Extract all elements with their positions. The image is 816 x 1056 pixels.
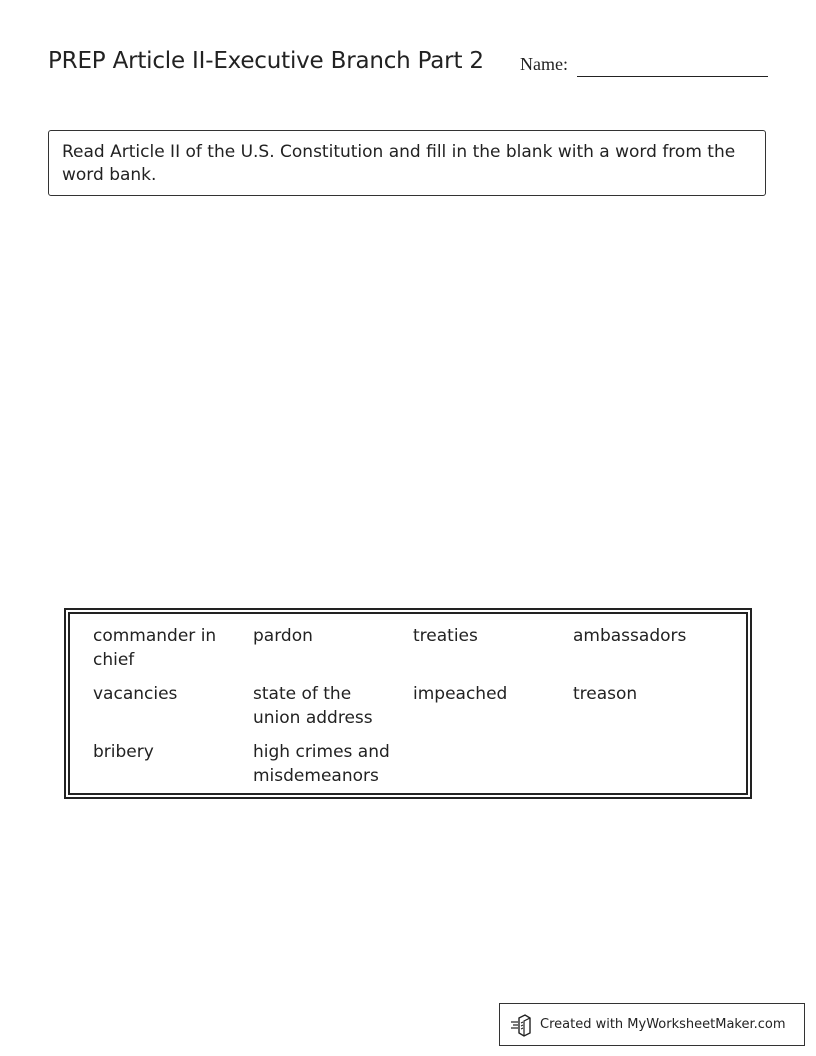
- instructions-text: Read Article II of the U.S. Constitution and fill in the blank with a word from the word bank.: [62, 142, 736, 185]
- footer-text: Created with MyWorksheetMaker.com: [540, 1017, 786, 1032]
- word-bank-word: pardon: [253, 626, 313, 646]
- instructions-box: [48, 130, 766, 196]
- page-title: PREP Article II-Executive Branch Part 2: [48, 48, 484, 74]
- worksheet-maker-logo-icon: [510, 1013, 534, 1037]
- word-bank-word: treaties: [413, 626, 478, 646]
- word-bank-row: [70, 682, 746, 732]
- word-bank-row: [70, 624, 746, 674]
- word-bank-word: high crimes and misdemeanors: [253, 742, 390, 786]
- word-bank-inner-border: [68, 612, 748, 795]
- word-bank: [64, 608, 752, 799]
- word-bank-word: state of the union address: [253, 684, 373, 728]
- word-bank-word: treason: [573, 684, 638, 704]
- word-bank-row: [70, 740, 746, 790]
- word-bank-word: impeached: [413, 684, 508, 704]
- name-label: Name:: [520, 54, 568, 74]
- word-bank-word: vacancies: [93, 684, 178, 704]
- word-bank-word: bribery: [93, 742, 154, 762]
- word-bank-word: commander in chief: [93, 626, 217, 670]
- name-field-line[interactable]: [577, 76, 768, 77]
- word-bank-word: ambassadors: [573, 626, 687, 646]
- footer-credit[interactable]: [499, 1003, 805, 1046]
